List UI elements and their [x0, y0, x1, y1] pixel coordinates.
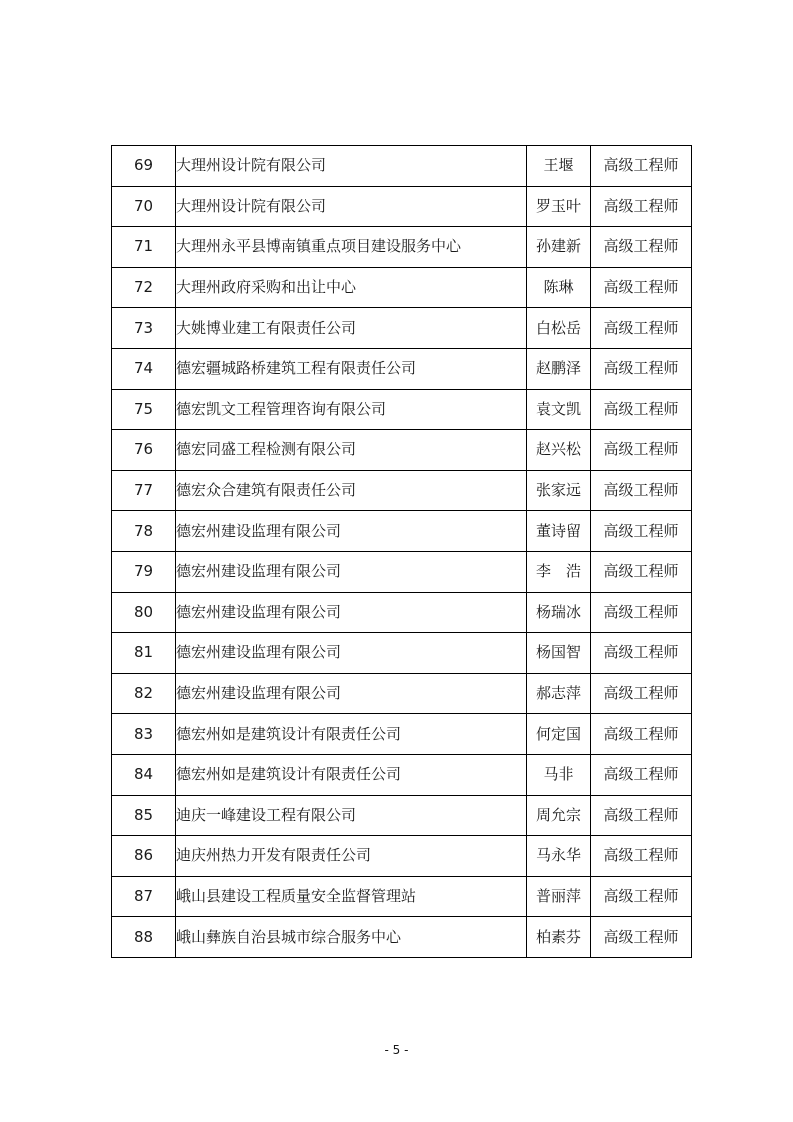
table-row	[112, 714, 692, 755]
row-number-cell: 84	[112, 754, 176, 795]
professional-title-cell: 高级工程师	[591, 551, 692, 592]
organization-cell: 德宏州建设监理有限公司	[176, 511, 527, 552]
roster-table-body	[112, 146, 692, 958]
table-row	[112, 673, 692, 714]
row-number-cell: 76	[112, 430, 176, 471]
person-name-cell: 何定国	[527, 714, 591, 755]
organization-cell: 德宏州如是建筑设计有限责任公司	[176, 714, 527, 755]
table-row	[112, 430, 692, 471]
professional-title-cell: 高级工程师	[591, 876, 692, 917]
row-number-cell: 83	[112, 714, 176, 755]
table-row	[112, 186, 692, 227]
table-row	[112, 348, 692, 389]
professional-title-cell: 高级工程师	[591, 592, 692, 633]
professional-title-cell: 高级工程师	[591, 714, 692, 755]
person-name-cell: 周允宗	[527, 795, 591, 836]
organization-cell: 德宏州建设监理有限公司	[176, 551, 527, 592]
person-name-cell: 赵鹏泽	[527, 348, 591, 389]
row-number-cell: 81	[112, 633, 176, 674]
organization-cell: 迪庆州热力开发有限责任公司	[176, 836, 527, 877]
roster-table	[111, 145, 692, 958]
row-number-cell: 70	[112, 186, 176, 227]
row-number-cell: 82	[112, 673, 176, 714]
table-row	[112, 308, 692, 349]
person-name-cell: 陈琳	[527, 267, 591, 308]
row-number-cell: 75	[112, 389, 176, 430]
person-name-cell: 袁文凯	[527, 389, 591, 430]
person-name-cell: 马永华	[527, 836, 591, 877]
person-name-cell: 白松岳	[527, 308, 591, 349]
person-name-cell: 张家远	[527, 470, 591, 511]
professional-title-cell: 高级工程师	[591, 389, 692, 430]
row-number-cell: 79	[112, 551, 176, 592]
organization-cell: 大姚博业建工有限责任公司	[176, 308, 527, 349]
table-row	[112, 389, 692, 430]
professional-title-cell: 高级工程师	[591, 267, 692, 308]
organization-cell: 迪庆一峰建设工程有限公司	[176, 795, 527, 836]
row-number-cell: 74	[112, 348, 176, 389]
organization-cell: 德宏州如是建筑设计有限责任公司	[176, 754, 527, 795]
professional-title-cell: 高级工程师	[591, 917, 692, 958]
professional-title-cell: 高级工程师	[591, 511, 692, 552]
table-row	[112, 267, 692, 308]
row-number-cell: 69	[112, 146, 176, 187]
row-number-cell: 77	[112, 470, 176, 511]
person-name-cell: 普丽萍	[527, 876, 591, 917]
row-number-cell: 87	[112, 876, 176, 917]
organization-cell: 大理州政府采购和出让中心	[176, 267, 527, 308]
person-name-cell: 董诗留	[527, 511, 591, 552]
professional-title-cell: 高级工程师	[591, 633, 692, 674]
organization-cell: 德宏州建设监理有限公司	[176, 673, 527, 714]
organization-cell: 大理州设计院有限公司	[176, 146, 527, 187]
table-row	[112, 917, 692, 958]
table-row	[112, 795, 692, 836]
organization-cell: 德宏州建设监理有限公司	[176, 633, 527, 674]
row-number-cell: 88	[112, 917, 176, 958]
professional-title-cell: 高级工程师	[591, 470, 692, 511]
row-number-cell: 80	[112, 592, 176, 633]
organization-cell: 德宏州建设监理有限公司	[176, 592, 527, 633]
person-name-cell: 杨瑞冰	[527, 592, 591, 633]
row-number-cell: 85	[112, 795, 176, 836]
table-row	[112, 836, 692, 877]
professional-title-cell: 高级工程师	[591, 308, 692, 349]
person-name-cell: 郝志萍	[527, 673, 591, 714]
professional-title-cell: 高级工程师	[591, 754, 692, 795]
professional-title-cell: 高级工程师	[591, 673, 692, 714]
professional-title-cell: 高级工程师	[591, 186, 692, 227]
table-row	[112, 227, 692, 268]
person-name-cell: 李 浩	[527, 551, 591, 592]
page-number: - 5 -	[384, 1043, 409, 1057]
professional-title-cell: 高级工程师	[591, 348, 692, 389]
person-name-cell: 赵兴松	[527, 430, 591, 471]
organization-cell: 德宏同盛工程检测有限公司	[176, 430, 527, 471]
organization-cell: 大理州永平县博南镇重点项目建设服务中心	[176, 227, 527, 268]
row-number-cell: 73	[112, 308, 176, 349]
table-row	[112, 754, 692, 795]
table-row	[112, 876, 692, 917]
table-row	[112, 146, 692, 187]
person-name-cell: 罗玉叶	[527, 186, 591, 227]
table-row	[112, 551, 692, 592]
table-row	[112, 633, 692, 674]
person-name-cell: 马非	[527, 754, 591, 795]
organization-cell: 大理州设计院有限公司	[176, 186, 527, 227]
professional-title-cell: 高级工程师	[591, 795, 692, 836]
table-row	[112, 511, 692, 552]
table-row	[112, 592, 692, 633]
professional-title-cell: 高级工程师	[591, 227, 692, 268]
organization-cell: 德宏凯文工程管理咨询有限公司	[176, 389, 527, 430]
organization-cell: 峨山县建设工程质量安全监督管理站	[176, 876, 527, 917]
person-name-cell: 孙建新	[527, 227, 591, 268]
person-name-cell: 王堰	[527, 146, 591, 187]
person-name-cell: 柏素芬	[527, 917, 591, 958]
table-row	[112, 470, 692, 511]
professional-title-cell: 高级工程师	[591, 430, 692, 471]
organization-cell: 德宏疆城路桥建筑工程有限责任公司	[176, 348, 527, 389]
row-number-cell: 72	[112, 267, 176, 308]
person-name-cell: 杨国智	[527, 633, 591, 674]
organization-cell: 德宏众合建筑有限责任公司	[176, 470, 527, 511]
professional-title-cell: 高级工程师	[591, 836, 692, 877]
professional-title-cell: 高级工程师	[591, 146, 692, 187]
row-number-cell: 86	[112, 836, 176, 877]
row-number-cell: 71	[112, 227, 176, 268]
organization-cell: 峨山彝族自治县城市综合服务中心	[176, 917, 527, 958]
row-number-cell: 78	[112, 511, 176, 552]
